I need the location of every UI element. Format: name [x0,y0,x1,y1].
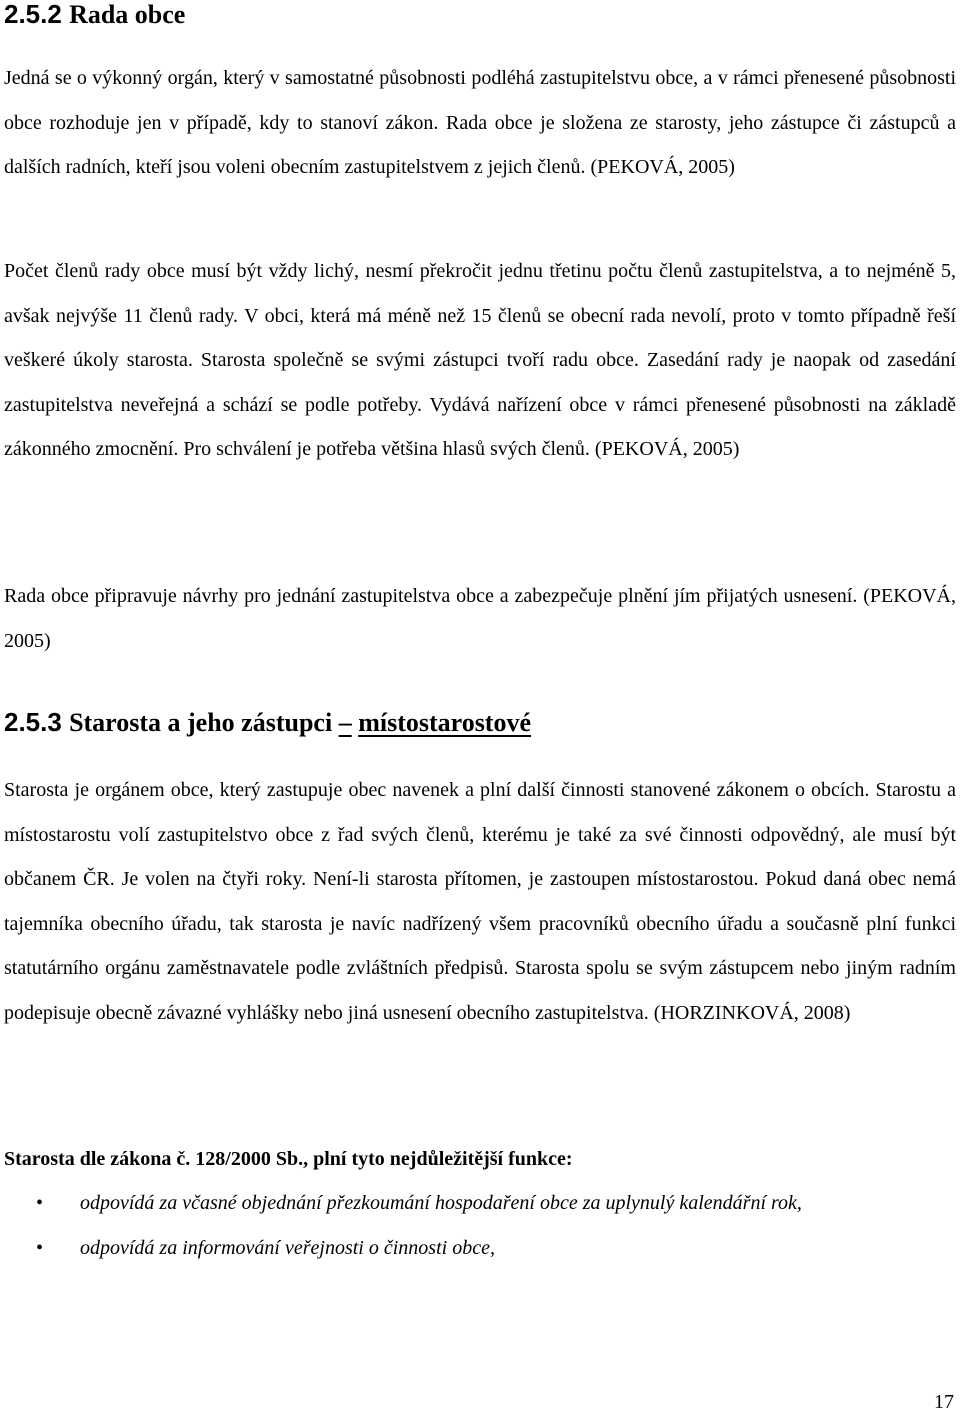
functions-heading [4,1137,956,1182]
list-item-text: odpovídá za informování veřejnosti o činnosti obce, [80,1236,495,1259]
section-number: 2.5.2 [4,0,62,29]
section-heading-rada-obce [4,0,185,31]
section-title-underlined: místostarostové [358,708,532,737]
list-item [4,1226,956,1271]
section-title [69,708,531,737]
paragraph: Jedná se o výkonný orgán, který v samostatné působnosti podléhá zastupitelstvu obce, a v rámci přenesené působnosti obce rozhoduje jen v případě, kdy to stanoví zákon. Rada obce je složena ze starosty, jeho zástupce či zástupců a dalších radních, kteří jsou voleni obecním zastupitelstvem z jejich členů. (PEKOVÁ, 2005) [4,67,956,179]
list-item-text: odpovídá za včasné objednání přezkoumání hospodaření obce za uplynulý kalendářní rok, [80,1192,802,1214]
section-number: 2.5.3 [4,707,62,737]
paragraph: Rada obce připravuje návrhy pro jednání zastupitelstva obce a zabezpečuje plnění jím přijatých usnesení. (PEKOVÁ, 2005) [4,585,956,652]
paragraph: Počet členů rady obce musí být vždy lichý, nesmí překročit jednu třetinu počtu členů zastupitelstva, a to nejméně 5, avšak nejvýše 11 členů rady. V obci, která má méně než 15 členů se obecní rada nevolí, proto v tomto případně řeší veškeré úkoly starosta. Starosta společně se svými zástupci tvoří radu obce. Zasedání rady je naopak od zasedání zastupitelstva neveřejná a schází se podle potřeby. Vydává nařízení obce v rámci přenesené působnosti na základě zákonného zmocnění. Pro schválení je potřeba většina hlasů svých členů. (PEKOVÁ, 2005) [4,260,956,461]
section-title-text: Starosta a jeho zástupci [69,708,333,737]
functions-heading-rest: , plní tyto nejdůležitější funkce: [303,1148,573,1170]
section-title: Rada obce [69,0,186,29]
list-item [4,1181,956,1226]
bullet-icon: • [36,1236,44,1259]
page-number: 17 [934,1391,954,1413]
functions-heading-bold: Starosta dle zákona č. 128/2000 Sb. [4,1148,304,1170]
section-heading-starosta [4,706,531,739]
bullet-icon: • [36,1192,44,1214]
paragraph: Starosta je orgánem obce, který zastupuje obec navenek a plní další činnosti stanovené zákonem o obcích. Starostu a místostarostu volí zastupitelstvo obce z řad svých členů, kterému je také za své činnosti odpovědný, ale musí být občanem ČR. Je volen na čtyři roky. Není-li starosta přítomen, je zastoupen místostarostou. Pokud daná obec nemá tajemníka obecního úřadu, tak starosta je navíc nadřízený všem pracovníků obecního úřadu a současně plní funkci statutárního orgánu zaměstnavatele podle zvláštních předpisů. Starosta spolu se svým zástupcem nebo jiným radním podepisuje obecně závazné vyhlášky nebo jiná usnesení obecního zastupitelstva. (HORZINKOVÁ, 2008) [4,779,956,1024]
functions-list [4,1181,956,1270]
section-title-dash: – [338,708,352,737]
